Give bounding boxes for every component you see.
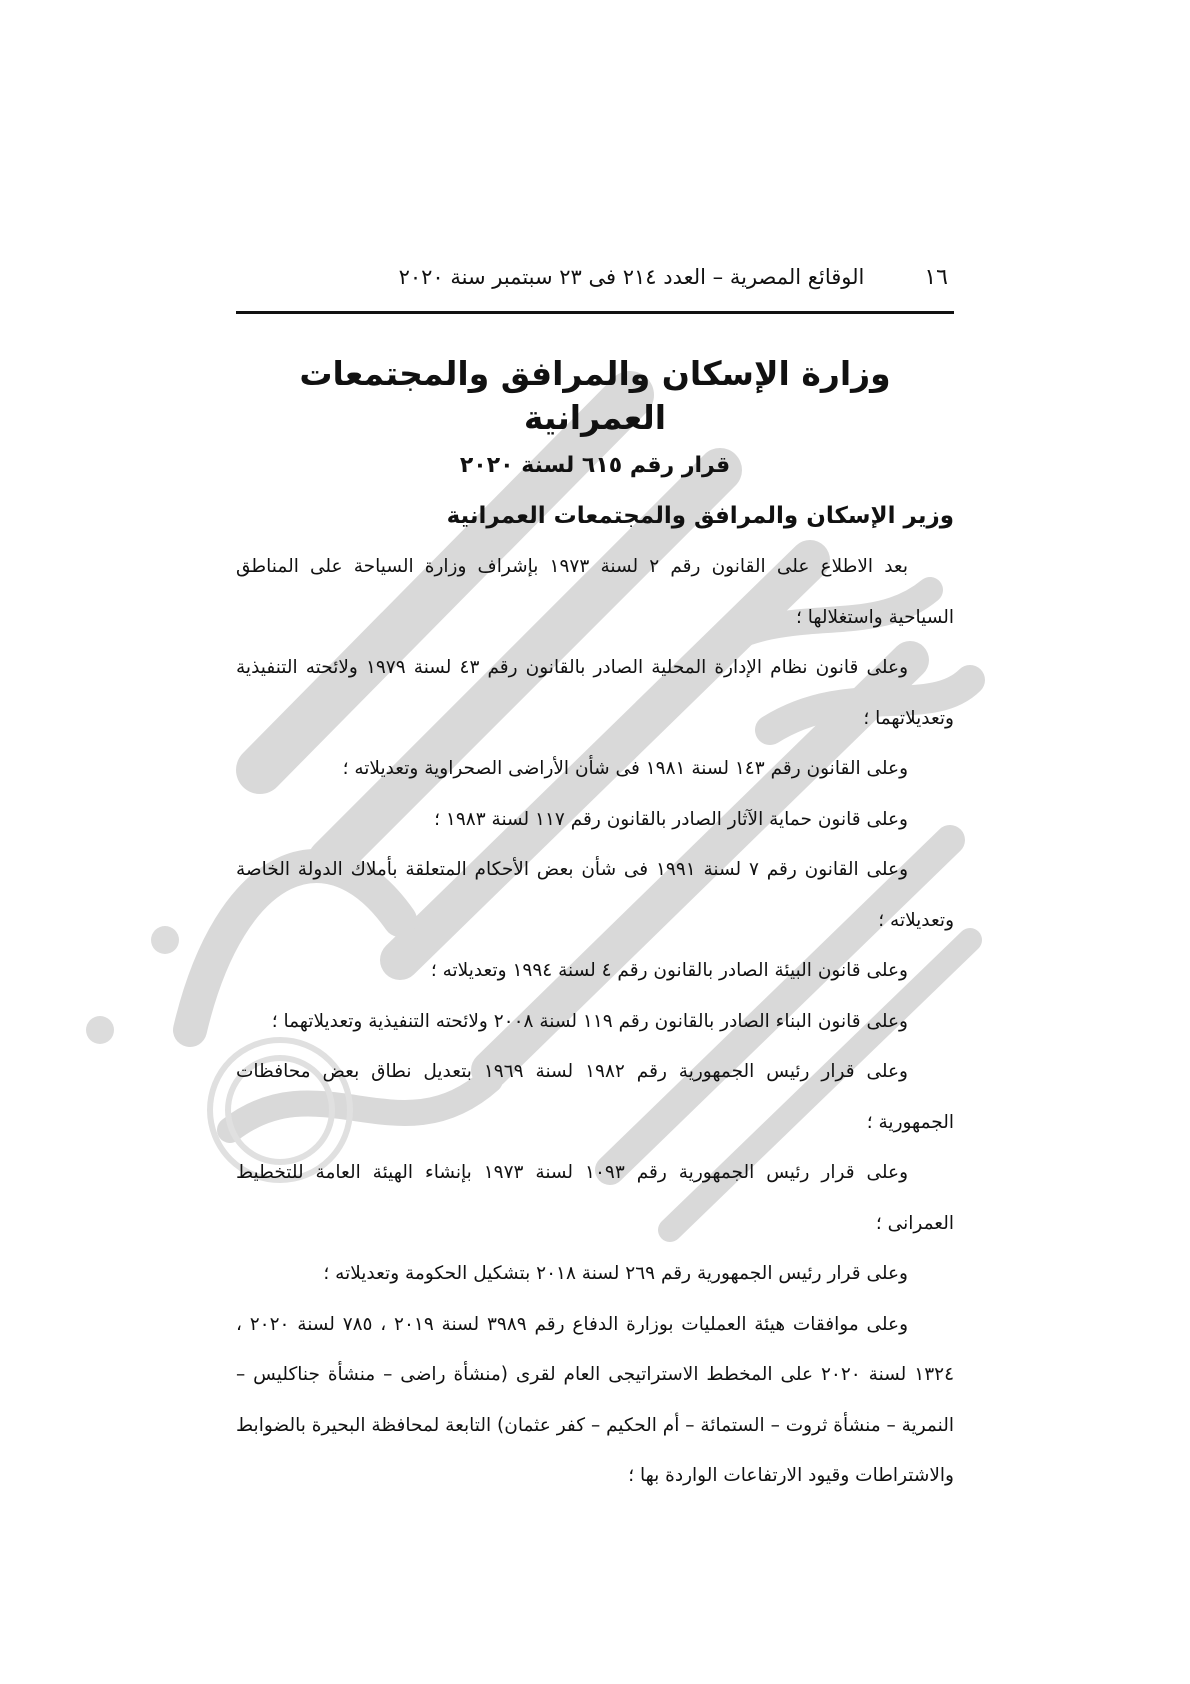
preamble-paragraph: وعلى قانون البناء الصادر بالقانون رقم ١١٩ لسنة ٢٠٠٨ ولائحته التنفيذية وتعديلاتهما ؛ xyxy=(271,1010,908,1032)
preamble-paragraph: وعلى القانون رقم ١٤٣ لسنة ١٩٨١ فى شأن الأراضى الصحراوية وتعديلاته ؛ xyxy=(342,758,908,779)
gazette-page xyxy=(236,265,954,1502)
preamble-paragraph: وعلى قانون البيئة الصادر بالقانون رقم ٤ لسنة ١٩٩٤ وتعديلاته ؛ xyxy=(430,960,908,981)
preamble xyxy=(236,542,954,1502)
preamble-paragraph: وعلى القانون رقم ٧ لسنة ١٩٩١ فى شأن بعض الأحكام المتعلقة بأملاك الدولة الخاصة وتعديلاته ؛ xyxy=(236,859,954,931)
preamble-paragraph: وعلى قرار رئيس الجمهورية رقم ١٠٩٣ لسنة ١٩٧٣ بإنشاء الهيئة العامة للتخطيط العمرانى ؛ xyxy=(236,1162,954,1234)
ministry-title: وزارة الإسكان والمرافق والمجتمعات العمرانية xyxy=(299,354,891,437)
preamble-paragraph: وعلى قانون حماية الآثار الصادر بالقانون رقم ١١٧ لسنة ١٩٨٣ ؛ xyxy=(434,808,908,830)
preamble-paragraph: وعلى قرار رئيس الجمهورية رقم ٢٦٩ لسنة ٢٠١٨ بتشكيل الحكومة وتعديلاته ؛ xyxy=(323,1263,908,1284)
gazette-header-title: الوقائع المصرية – العدد ٢١٤ فى ٢٣ سبتمبر سنة ٢٠٢٠ xyxy=(398,265,865,289)
page-header xyxy=(236,265,954,314)
minister-title: وزير الإسكان والمرافق والمجتمعات العمرانية xyxy=(446,503,954,529)
decree-number: قرار رقم ٦١٥ لسنة ٢٠٢٠ xyxy=(459,453,731,478)
page-number: ١٦ xyxy=(924,265,948,290)
preamble-paragraph: وعلى قانون نظام الإدارة المحلية الصادر بالقانون رقم ٤٣ لسنة ١٩٧٩ ولائحته التنفيذية وتعديلاتهما ؛ xyxy=(236,657,954,729)
preamble-paragraph: وعلى قرار رئيس الجمهورية رقم ١٩٨٢ لسنة ١٩٦٩ بتعديل نطاق بعض محافظات الجمهورية ؛ xyxy=(236,1061,954,1133)
preamble-paragraph: وعلى موافقات هيئة العمليات بوزارة الدفاع رقم ٣٩٨٩ لسنة ٢٠١٩ ، ٧٨٥ لسنة ٢٠٢٠ ، ١٣٢٤ لسنة ٢٠٢٠ على المخطط الاستراتيجى العام لقرى (منشأة راضى – منشأة جناكليس – النمرية – منشأة ثروت – الستمائة – أم الحكيم – كفر عثمان) التابعة لمحافظة البحيرة بالضوابط والاشتراطات وقيود الارتفاعات الواردة بها ؛ xyxy=(236,1313,955,1486)
preamble-paragraph: بعد الاطلاع على القانون رقم ٢ لسنة ١٩٧٣ بإشراف وزارة السياحة على المناطق السياحية واستغلالها ؛ xyxy=(236,556,954,628)
